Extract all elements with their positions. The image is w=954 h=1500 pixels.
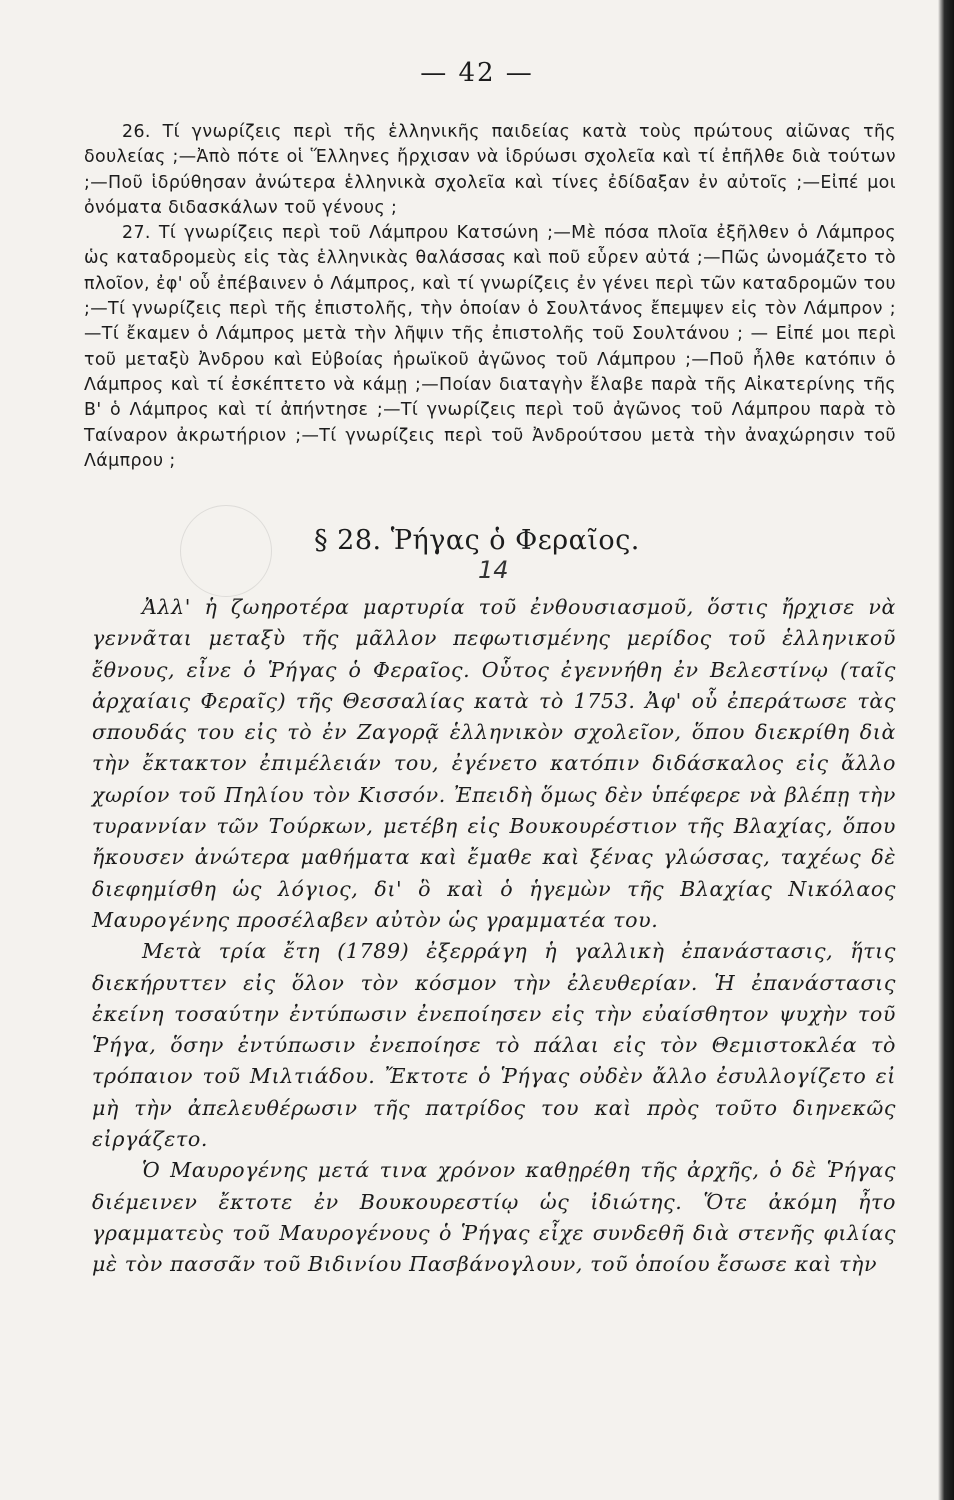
body-paragraph: Ὁ Μαυρογένης μετά τινα χρόνον καθῃρέθη τῆς ἀρχῆς, ὁ δὲ Ῥήγας διέμεινεν ἔκτοτε ἐν Βουκουρεστίῳ ὡς ἰδιώτης. Ὅτε ἀκόμη ἦτο γραμματεὺς τοῦ Μαυρογένους ὁ Ῥήγας εἶχε συνδεθῆ διὰ στενῆς φιλίας μὲ τὸν πασσᾶν τοῦ Βιδινίου Πασβάνογλουν, τοῦ ὁποίου ἔσωσε καὶ τὴν bbox=[92, 1158, 896, 1277]
page-edge-shadow bbox=[938, 0, 954, 1500]
review-questions bbox=[84, 120, 896, 474]
handwritten-note: 14 bbox=[478, 556, 509, 584]
question-block-27: 27. Τί γνωρίζεις περὶ τοῦ Λάμπρου Κατσώνη ;—Μὲ πόσα πλοῖα ἐξῆλθεν ὁ Λάμπρος ὡς καταδρομεὺς εἰς τὰς ἑλληνικὰς θαλάσσας καὶ ποῦ εὗρεν αὐτά ;—Πῶς ὠνομάζετο τὸ πλοῖον, ἐφ' οὗ ἐπέβαινεν ὁ Λάμπρος, καὶ τί γνωρίζεις ἐν γένει περὶ τῶν καταδρομῶν του ;—Τί γνωρίζεις περὶ τῆς ἐπιστολῆς, τὴν ὁποίαν ὁ Σουλτάνος ἔπεμψεν εἰς τὸν Λάμπρον ;—Τί ἔκαμεν ὁ Λάμπρος μετὰ τὴν λῆψιν τῆς ἐπιστολῆς τοῦ Σουλτάνου ; — Εἰπέ μοι περὶ τοῦ μεταξὺ Ἀνδρου καὶ Εὐβοίας ἡρωϊκοῦ ἀγῶνος τοῦ Λάμπρου ;—Ποῦ ἦλθε κατόπιν ὁ Λάμπρος καὶ τί ἐσκέπτετο νὰ κάμῃ ;—Ποίαν διαταγὴν ἔλαβε παρὰ τῆς Αἰκατερίνης τῆς Β' ὁ Λάμπρος καὶ τί ἀπήντησε ;—Τί γνωρίζεις περὶ τοῦ ἀγῶνος τοῦ Λάμπρου παρὰ τὸ Ταίναρον ἀκρωτήριον ;—Τί γνωρίζεις περὶ τοῦ Ἀνδρούτσου μετὰ τὴν ἀναχώρησιν τοῦ Λάμπρου ; bbox=[84, 223, 896, 471]
page-number: — 42 — bbox=[420, 58, 534, 88]
section-body bbox=[92, 592, 896, 1281]
question-block-26: 26. Τί γνωρίζεις περὶ τῆς ἑλληνικῆς παιδείας κατὰ τοὺς πρώτους αἰῶνας τῆς δουλείας ;—Ἀπὸ πότε οἱ Ἕλληνες ἤρχισαν νὰ ἱδρύωσι σχολεῖα καὶ τί ἐπῆλθε διὰ τούτων ;—Ποῦ ἱδρύθησαν ἀνώτερα ἑλληνικὰ σχολεῖα καὶ τίνες ἐδίδαξαν ἐν αὐτοῖς ;—Εἰπέ μοι ὀνόματα διδασκάλων τοῦ γένους ; bbox=[84, 122, 896, 218]
section-heading: § 28. Ῥήγας ὁ Φεραῖος. bbox=[314, 525, 640, 556]
body-paragraph: Ἀλλ' ἡ ζωηροτέρα μαρτυρία τοῦ ἐνθουσιασμοῦ, ὅστις ἤρχισε νὰ γεννᾶται μεταξὺ τῆς μᾶλλον πεφωτισμένης μερίδος τοῦ ἑλληνικοῦ ἔθνους, εἶνε ὁ Ῥήγας ὁ Φεραῖος. Οὗτος ἐγεννήθη ἐν Βελεστίνῳ (ταῖς ἀρχαίαις Φεραῖς) τῆς Θεσσαλίας κατὰ τὸ 1753. Ἀφ' οὗ ἐπεράτωσε τὰς σπουδάς του εἰς τὸ ἐν Ζαγορᾷ ἑλληνικὸν σχολεῖον, ὅπου διεκρίθη διὰ τὴν ἔκτακτον ἐπιμέλειάν του, ἐγένετο κατόπιν διδάσκαλος εἰς ἄλλο χωρίον τοῦ Πηλίου τὸν Κισσόν. Ἐπειδὴ ὅμως δὲν ὑπέφερε νὰ βλέπῃ τὴν τυραννίαν τῶν Τούρκων, μετέβη εἰς Βουκουρέστιον τῆς Βλαχίας, ὅπου ἤκουσεν ἀνώτερα μαθήματα καὶ ἔμαθε καὶ ξένας γλώσσας, ταχέως δὲ διεφημίσθη ὡς λόγιος, δι' ὃ καὶ ὁ ἡγεμὼν τῆς Βλαχίας Νικόλαος Μαυρογένης προσέλαβεν αὐτὸν ὡς γραμματέα του. bbox=[92, 595, 896, 932]
body-paragraph: Μετὰ τρία ἔτη (1789) ἐξερράγη ἡ γαλλικὴ ἐπανάστασις, ἥτις διεκήρυττεν εἰς ὅλον τὸν κόσμον τὴν ἐλευθερίαν. Ἡ ἐπανάστασις ἐκείνη τοσαύτην ἐντύπωσιν ἐνεποίησεν εἰς τὴν εὐαίσθητον ψυχὴν τοῦ Ῥήγα, ὅσην ἐντύπωσιν ἐνεποίησε τὸ πάλαι εἰς τὸν Θεμιστοκλέα τὸ τρόπαιον τοῦ Μιλτιάδου. Ἔκτοτε ὁ Ῥήγας οὐδὲν ἄλλο ἐσυλλογίζετο εἰ μὴ τὴν ἀπελευθέρωσιν τῆς πατρίδος του καὶ πρὸς τοῦτο διηνεκῶς εἰργάζετο. bbox=[92, 939, 896, 1152]
